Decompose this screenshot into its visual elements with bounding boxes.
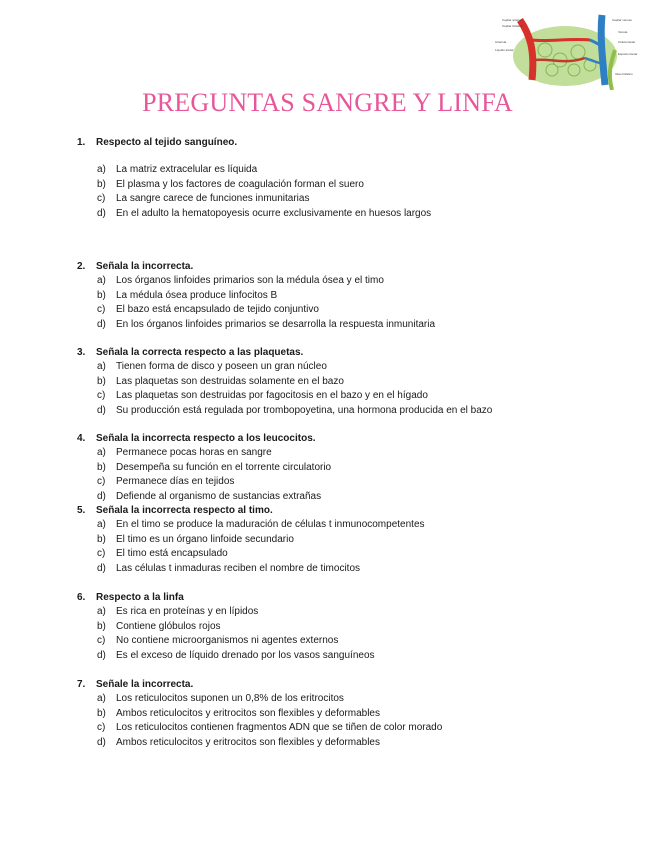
- option-letter: a): [97, 164, 106, 175]
- option-text: Permanece días en tejidos: [116, 476, 235, 487]
- option-c: [0, 475, 655, 490]
- option-list: [0, 360, 655, 418]
- option-text: Contiene glóbulos rojos: [116, 620, 221, 632]
- option-b: [0, 375, 655, 390]
- option-letter: c): [97, 193, 106, 204]
- figure-label: Capilar linfático: [502, 24, 523, 28]
- option-list: [0, 518, 655, 576]
- option-letter: c): [97, 548, 106, 559]
- question-2: [0, 260, 655, 332]
- option-letter: c): [97, 635, 106, 646]
- option-text: No contiene microorganismos ni agentes externos: [116, 635, 339, 646]
- option-b: [0, 620, 655, 635]
- option-text: Las plaquetas son destruidas solamente en el bazo: [116, 375, 344, 387]
- figure-label: Espacio tisular: [618, 52, 638, 56]
- option-letter: d): [97, 562, 106, 574]
- question-6: [0, 591, 655, 663]
- option-text: En los órganos linfoides primarios se desarrolla la respuesta inmunitaria: [116, 318, 436, 330]
- option-letter: d): [97, 404, 106, 416]
- option-letter: a): [97, 693, 106, 704]
- option-letter: a): [97, 361, 106, 372]
- figure-label: Capilar venoso: [612, 18, 633, 22]
- option-text: Los reticulocitos contienen fragmentos ADN que se tiñen de color morado: [116, 722, 443, 733]
- question-number: 5.: [77, 505, 86, 516]
- option-list: [0, 163, 655, 221]
- option-letter: d): [97, 490, 106, 502]
- question-text: Señala la correcta respecto a las plaquetas.: [96, 347, 304, 358]
- figure-label: Vénula: [618, 30, 628, 34]
- option-text: El plasma y los factores de coagulación forman el suero: [116, 178, 364, 190]
- option-d: [0, 649, 655, 664]
- option-a: [0, 274, 655, 289]
- option-letter: b): [97, 289, 106, 301]
- option-d: [0, 404, 655, 419]
- option-text: Es el exceso de líquido drenado por los vasos sanguíneos: [116, 649, 375, 661]
- option-d: [0, 736, 655, 751]
- option-text: El timo está encapsulado: [116, 548, 228, 559]
- option-b: [0, 178, 655, 193]
- option-text: En el timo se produce la maduración de células t inmunocompetentes: [116, 519, 425, 530]
- option-b: [0, 289, 655, 304]
- question-number: 7.: [77, 679, 86, 690]
- option-letter: d): [97, 207, 106, 219]
- option-c: [0, 547, 655, 562]
- option-letter: d): [97, 318, 106, 330]
- option-list: [0, 692, 655, 750]
- option-text: Tienen forma de disco y poseen un gran núcleo: [116, 361, 327, 372]
- figure-label: Célula tisular: [618, 40, 636, 44]
- option-a: [0, 360, 655, 375]
- question-text: Señala la incorrecta.: [96, 261, 194, 272]
- question-number: 4.: [77, 433, 86, 444]
- option-a: [0, 446, 655, 461]
- option-text: La médula ósea produce linfocitos B: [116, 289, 278, 301]
- question-number: 2.: [77, 261, 86, 272]
- option-text: El bazo está encapsulado de tejido conjuntivo: [116, 304, 319, 315]
- option-text: Su producción está regulada por trombopoyetina, una hormona producida en el bazo: [116, 404, 493, 416]
- option-b: [0, 707, 655, 722]
- option-b: [0, 461, 655, 476]
- option-text: Es rica en proteínas y en lípidos: [116, 606, 259, 617]
- question-3: [0, 346, 655, 418]
- option-letter: b): [97, 707, 106, 719]
- option-letter: b): [97, 178, 106, 190]
- option-letter: c): [97, 476, 106, 487]
- option-letter: d): [97, 649, 106, 661]
- question-1: [0, 136, 655, 221]
- option-letter: a): [97, 519, 106, 530]
- option-list: [0, 605, 655, 663]
- option-text: Los reticulocitos suponen un 0,8% de los eritrocitos: [116, 693, 344, 704]
- option-text: Defiende al organismo de sustancias extrañas: [116, 490, 322, 502]
- question-number: 6.: [77, 592, 86, 603]
- option-c: [0, 389, 655, 404]
- option-list: [0, 274, 655, 332]
- question-text: Señala la incorrecta respecto a los leucocitos.: [96, 433, 316, 444]
- option-text: Los órganos linfoides primarios son la médula ósea y el timo: [116, 275, 384, 286]
- option-letter: c): [97, 722, 106, 733]
- option-text: Las células t inmaduras reciben el nombre de timocitos: [116, 562, 361, 574]
- option-letter: c): [97, 304, 106, 315]
- question-number: 3.: [77, 347, 86, 358]
- option-text: Las plaquetas son destruidas por fagocitosis en el bazo y en el hígado: [116, 390, 428, 401]
- question-4: [0, 432, 655, 504]
- option-text: El timo es un órgano linfoide secundario: [116, 533, 294, 545]
- option-text: La sangre carece de funciones inmunitarias: [116, 193, 310, 204]
- option-letter: a): [97, 275, 106, 286]
- option-d: [0, 562, 655, 577]
- option-text: En el adulto la hematopoyesis ocurre exclusivamente en huesos largos: [116, 207, 432, 219]
- option-text: Desempeña su función en el torrente circulatorio: [116, 461, 332, 473]
- figure-label: Arteriola: [495, 40, 507, 44]
- option-c: [0, 634, 655, 649]
- option-list: [0, 446, 655, 504]
- question-text: Señale la incorrecta.: [96, 679, 194, 690]
- option-text: Permanece pocas horas en sangre: [116, 447, 272, 458]
- question-7: [0, 678, 655, 750]
- figure-label: Capilar arterial: [502, 18, 522, 22]
- option-c: [0, 192, 655, 207]
- option-letter: b): [97, 620, 106, 632]
- option-letter: b): [97, 461, 106, 473]
- option-letter: a): [97, 447, 106, 458]
- option-d: [0, 318, 655, 333]
- question-text: Señala la incorrecta respecto al timo.: [96, 505, 273, 516]
- option-b: [0, 533, 655, 548]
- option-letter: d): [97, 736, 106, 748]
- option-a: [0, 518, 655, 533]
- figure-label: Vaso linfático: [615, 72, 633, 76]
- option-letter: b): [97, 375, 106, 387]
- option-text: La matriz extracelular es líquida: [116, 164, 258, 175]
- option-d: [0, 207, 655, 222]
- page-title: PREGUNTAS SANGRE Y LINFA: [142, 88, 513, 117]
- option-text: Ambos reticulocitos y eritrocitos son flexibles y deformables: [116, 707, 380, 719]
- option-a: [0, 692, 655, 707]
- option-letter: b): [97, 533, 106, 545]
- option-letter: c): [97, 390, 106, 401]
- question-text: Respecto a la linfa: [96, 592, 184, 603]
- question-number: 1.: [77, 137, 86, 148]
- question-text: Respecto al tejido sanguíneo.: [96, 137, 238, 148]
- option-c: [0, 303, 655, 318]
- option-a: [0, 605, 655, 620]
- figure-label: Líquido tisular: [495, 48, 514, 52]
- question-5: [0, 504, 655, 576]
- capillary-network-figure: [490, 10, 640, 90]
- option-c: [0, 721, 655, 736]
- option-text: Ambos reticulocitos y eritrocitos son flexibles y deformables: [116, 736, 380, 748]
- option-d: [0, 490, 655, 505]
- option-letter: a): [97, 606, 106, 617]
- option-a: [0, 163, 655, 178]
